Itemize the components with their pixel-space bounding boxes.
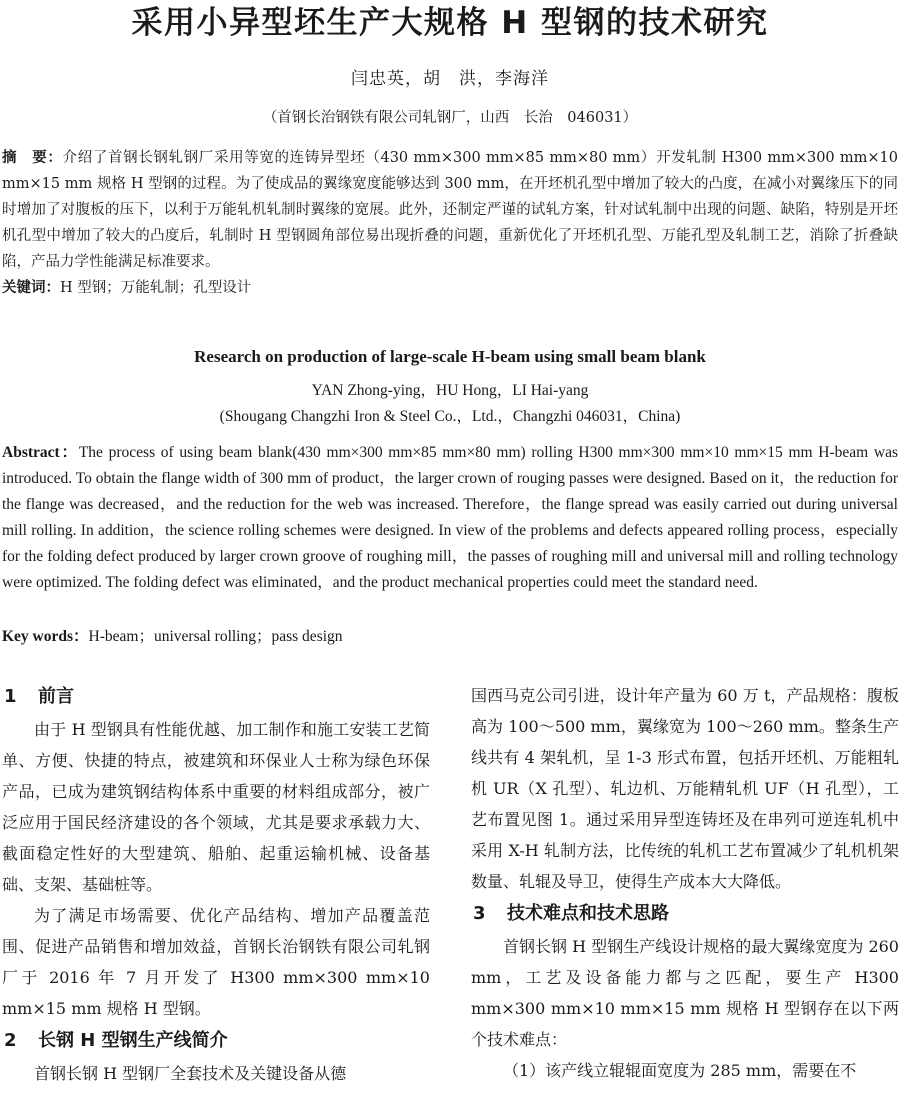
section-title: 技术难点和技术思路 [507, 903, 669, 924]
paragraph: 由于 H 型钢具有性能优越、加工制作和施工安装工艺简单、方便、快捷的特点，被建筑和环保业人士称为绿色环保产品，已成为建筑钢结构体系中重要的材料组成部分，被广泛应用于国民经济建设的各个领域，尤其是要求承载力大、截面稳定性好的大型建筑、船舶、起重运输机械、设备基础、支架、基础桩等。 [2, 720, 430, 894]
keywords-cn-label: 关键词： [2, 280, 60, 296]
right-column [471, 680, 899, 1086]
english-abstract-text: The process of using beam blank(430 mm×300 mm×85 mm×80 mm) rolling H300 mm×300 mm×10 mm×15 mm H-beam was introduced. To obtain the flange width of 300 mm of product，the larger crown of rouging passes were designed. Based on it，the reduction for the flange was decreased，and the reduction for the web was increased. Therefore，the flange spread was easily carried out during universal mill rolling. In addition，the science rolling schemes were designed. In view of the problems and defects appeared rolling process，especially for the folding defect produced by larger crown groove of roughing mill，the passes of roughing mill and universal mill and rolling technology were optimized. The folding defect was eliminated，and the product mechanical properties could meet the standard need. [2, 444, 898, 591]
section-title: 前言 [38, 686, 74, 707]
affiliation: （首钢长治钢铁有限公司轧钢厂，山西 长治 046031） [262, 110, 638, 126]
abstract-cn-text: 介绍了首钢长钢轧钢厂采用等宽的连铸异型坯（430 mm×300 mm×85 mm×80 mm）开发轧制 H300 mm×300 mm×10 mm×15 mm 规格 H 型钢的过程。为了使成品的翼缘宽度能够达到 300 mm，在开坯机孔型中增加了较大的凸度，在减小对翼缘压下的同时增加了对腹板的压下，以利于万能轧机轧制时翼缘的宽展。此外，还制定严谨的试轧方案，针对试轧制中出现的问题、缺陷，特别是开坯机孔型中增加了较大的凸度后，轧制时 H 型钢圆角部位易出现折叠的问题，重新优化了开坯机孔型、万能孔型及轧制工艺，消除了折叠缺陷，产品力学性能满足标准要求。 [2, 150, 898, 270]
authors: 闫忠英，胡 洪，李海洋 [351, 69, 549, 89]
paragraph: 为了满足市场需要、优化产品结构、增加产品覆盖范围、促进产品销售和增加效益，首钢长治钢铁有限公司轧钢厂于 2016 年 7 月开发了 H300 mm×300 mm×10 mm×15 mm 规格 H 型钢。 [2, 906, 430, 1018]
section-title: 长钢 H 型钢生产线简介 [38, 1030, 228, 1051]
paragraph: 首钢长钢 H 型钢厂全套技术及关键设备从德 [34, 1064, 347, 1083]
english-title: Research on production of large-scale H-beam using small beam blank [194, 347, 706, 366]
english-authors: YAN Zhong-ying，HU Hong，LI Hai-yang [311, 382, 589, 399]
section-heading [2, 1024, 430, 1058]
english-affiliation: (Shougang Changzhi Iron & Steel Co.，Ltd.，Changzhi 046031，China) [219, 408, 681, 425]
abstract-cn [2, 145, 898, 275]
left-column [2, 680, 430, 1089]
abstract-cn-label: 摘 要： [2, 150, 63, 166]
section-heading [2, 680, 430, 714]
english-keywords [2, 624, 898, 650]
paragraph: 国西马克公司引进，设计年产量为 60 万 t，产品规格：腹板高为 100～500 mm，翼缘宽为 100～260 mm。整条生产线共有 4 架轧机，呈 1-3 形式布置，包括开坯机、万能粗轧机 UR（X 孔型）、轧边机、万能精轧机 UF（H 孔型），工艺布置见图 1。通过采用异型连铸坯及在串列可逆连轧机中采用 X-H 轧制方法，比传统的轧机工艺布置减少了轧机机架数量、轧辊及导卫，使得生产成本大大降低。 [471, 686, 899, 891]
english-keywords-label: Key words： [2, 628, 89, 645]
paragraph: 首钢长钢 H 型钢生产线设计规格的最大翼缘宽度为 260 mm，工艺及设备能力都与之匹配，要生产 H300 mm×300 mm×10 mm×15 mm 规格 H 型钢存在以下两个技术难点： [471, 937, 899, 1049]
section-heading [471, 897, 899, 931]
paper-title: 采用小异型坯生产大规格 H 型钢的技术研究 [131, 5, 769, 41]
english-keywords-text: H-beam；universal rolling；pass design [88, 628, 343, 645]
section-number: 1 [4, 686, 17, 707]
english-abstract-label: Abstract： [2, 444, 79, 461]
keywords-cn-text: H 型钢；万能轧制；孔型设计 [60, 280, 252, 296]
paragraph: （1）该产线立辊辊面宽度为 285 mm，需要在不 [503, 1061, 857, 1080]
keywords-cn [2, 275, 898, 301]
section-number: 3 [473, 903, 486, 924]
section-number: 2 [4, 1030, 17, 1051]
english-abstract [2, 440, 898, 596]
